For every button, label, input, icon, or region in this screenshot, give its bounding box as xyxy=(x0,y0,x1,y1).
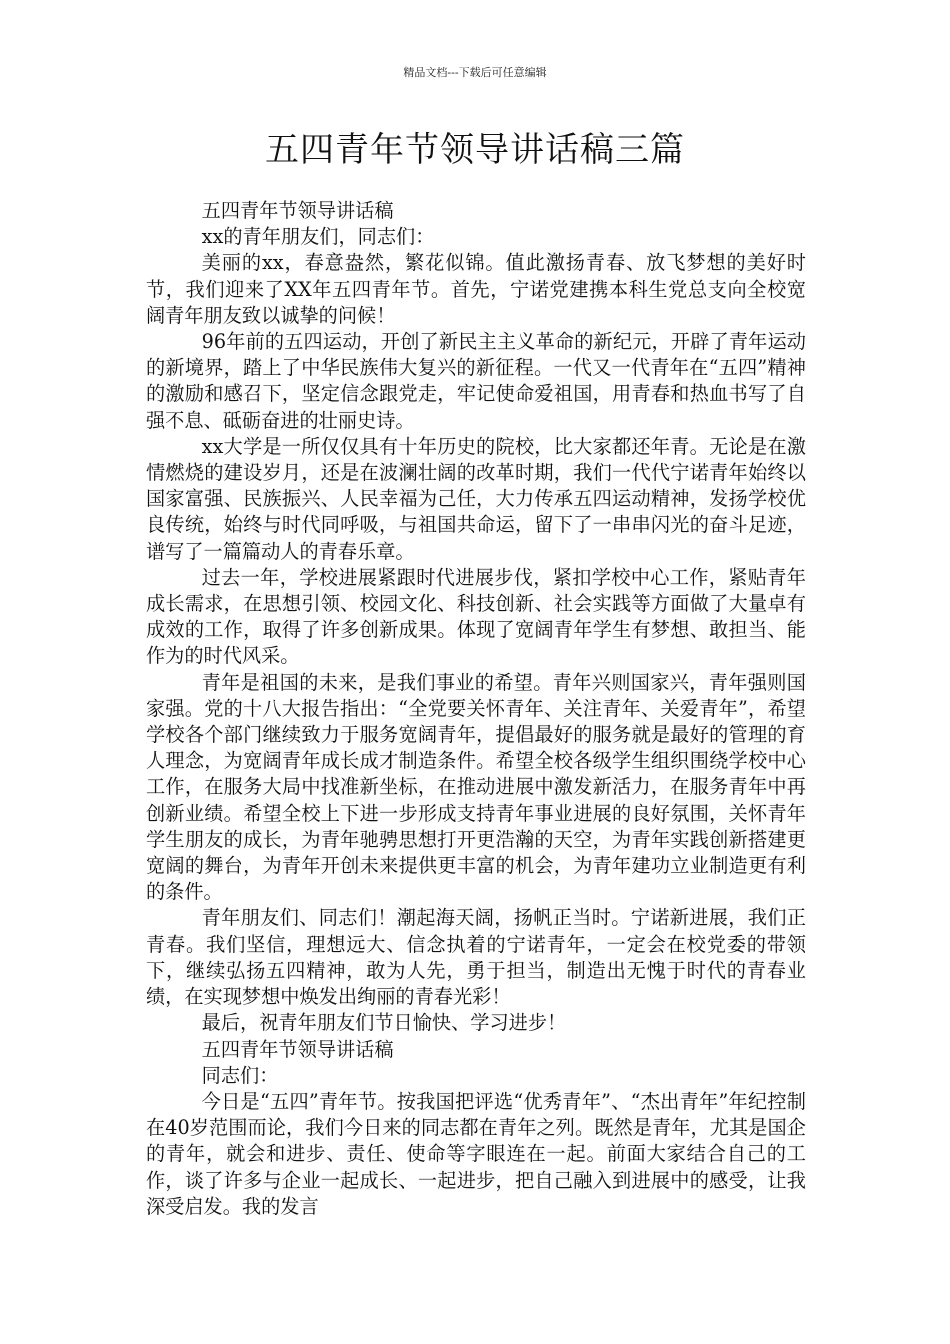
body-paragraph: 过去一年，学校进展紧跟时代进展步伐，紧扣学校中心工作，紧贴青年成长需求，在思想引领、校园文化、科技创新、社会实践等方面做了大量卓有成效的工作，取得了许多创新成果。体现了宽阔青年学生有梦想、敢担当、能作为的时代风采。 xyxy=(146,565,806,668)
document-title: 五四青年节领导讲话稿三篇 xyxy=(265,130,685,170)
body-paragraph: 今日是“五四”青年节。按我国把评选“优秀青年”、“杰出青年”年纪控制在40岁范围而论，我们今日来的同志都在青年之列。既然是青年，尤其是国企的青年，就会和进步、责任、使命等字眼连在一起。前面大家结合自己的工作，谈了许多与企业一起成长、一起进步，把自己融入到进展中的感受，让我深受启发。我的发言 xyxy=(146,1089,806,1218)
salutation: xx的青年朋友们，同志们： xyxy=(201,225,435,249)
salutation: 同志们： xyxy=(201,1063,279,1087)
document-body xyxy=(146,198,806,1220)
body-paragraph: 96年前的五四运动，开创了新民主主义革命的新纪元，开辟了青年运动的新境界，踏上了中华民族伟大复兴的新征程。一代又一代青年在“五四”精神的激励和感召下，坚定信念跟党走，牢记使命爱祖国，用青春和热血书写了自强不息、砥砺奋进的壮丽史诗。 xyxy=(146,330,806,432)
closing-line: 最后，祝青年朋友们节日愉快、学习进步！ xyxy=(201,1011,567,1035)
body-paragraph: 美丽的xx，春意盎然，繁花似锦。值此激扬青春、放飞梦想的美好时节，我们迎来了XX年五四青年节。首先，宁诺党建携本科生党总支向全校宽阔青年朋友致以诚挚的问候！ xyxy=(146,251,806,327)
section-heading: 五四青年节领导讲话稿 xyxy=(201,199,394,222)
body-paragraph: xx大学是一所仅仅具有十年历史的院校，比大家都还年青。无论是在激情燃烧的建设岁月，还是在波澜壮阔的改革时期，我们一代代宁诺青年始终以国家富强、民族振兴、人民幸福为己任，大力传承五四运动精神，发扬学校优良传统，始终与时代同呼吸，与祖国共命运，留下了一串串闪光的奋斗足迹，谱写了一篇篇动人的青春乐章。 xyxy=(146,434,806,563)
body-paragraph: 青年朋友们、同志们！潮起海天阔，扬帆正当时。宁诺新进展，我们正青春。我们坚信，理想远大、信念执着的宁诺青年，一定会在校党委的带领下，继续弘扬五四精神，敢为人先，勇于担当，制造出无愧于时代的青春业绩，在实现梦想中焕发出绚丽的青春光彩！ xyxy=(146,906,806,1009)
body-paragraph: 青年是祖国的未来，是我们事业的希望。青年兴则国家兴，青年强则国家强。党的十八大报告指出：“全党要关怀青年、关注青年、关爱青年”，希望学校各个部门继续致力于服务宽阔青年，提倡最好的服务就是最好的管理的育人理念，为宽阔青年成长成才制造条件。希望全校各级学生组织围绕学校中心工作，在服务大局中找准新坐标，在推动进展中激发新活力，在服务青年中再创新业绩。希望全校上下进一步形成支持青年事业进展的良好氛围，关怀青年学生朋友的成长，为青年驰骋思想打开更浩瀚的天空，为青年实践创新搭建更宽阔的舞台，为青年开创未来提供更丰富的机会，为青年建功立业制造更有利的条件。 xyxy=(146,670,806,904)
page-header: 精品文档---下载后可任意编辑 xyxy=(403,66,547,79)
section-heading: 五四青年节领导讲话稿 xyxy=(201,1037,394,1061)
